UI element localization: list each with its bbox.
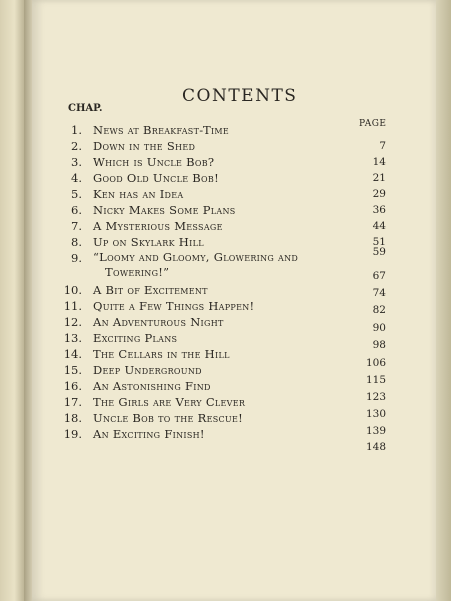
chapter-title: Nicky Makes Some Plans [93, 203, 236, 217]
chapter-number: 11. [63, 299, 82, 313]
chapter-title: The Cellars in the Hill [93, 347, 230, 361]
chapter-number: 13. [63, 331, 82, 345]
page-number: 98 [372, 339, 386, 351]
toc-entry [0, 138, 451, 154]
page-number: 29 [372, 188, 386, 200]
page-number: 115 [365, 374, 386, 386]
chapter-number: 16. [63, 379, 82, 393]
toc-entry [0, 154, 451, 170]
chapter-number: 3. [71, 155, 82, 169]
page-number: 123 [365, 391, 386, 403]
chapter-number: 14. [63, 347, 82, 361]
chapter-number: 2. [71, 139, 82, 153]
toc-entry-trailing-page [0, 426, 451, 453]
chapter-title: Up on Skylark Hill [93, 235, 204, 249]
chapter-title: Ken has an Idea [93, 187, 184, 201]
page-title: CONTENTS [182, 86, 298, 106]
chapter-title: A Mysterious Message [93, 219, 223, 233]
page-number: 51 [372, 236, 386, 248]
chapter-number: 9. [71, 251, 82, 265]
chapter-title: Good Old Uncle Bob! [93, 171, 220, 185]
page-number: 36 [372, 204, 386, 216]
page-column-header: PAGE [359, 119, 387, 129]
chapter-number: 8. [71, 235, 82, 249]
chapter-title [93, 250, 298, 280]
chapter-number: 7. [71, 219, 82, 233]
chapter-number: 19. [63, 427, 82, 441]
toc-entry [0, 186, 451, 202]
page-number: 14 [372, 156, 386, 168]
chapter-title: A Bit of Excitement [93, 283, 208, 297]
chapter-title: News at Breakfast-Time [93, 123, 230, 137]
chapter-number: 18. [63, 411, 82, 425]
chapter-title: Down in the Shed [93, 139, 196, 153]
chapter-title: Exciting Plans [93, 331, 178, 345]
page-number: 44 [372, 220, 386, 232]
toc-entry [0, 170, 451, 186]
page-number: 106 [365, 357, 386, 369]
chapter-title-continuation: Towering!” [105, 265, 170, 279]
page-number: 148 [365, 441, 386, 453]
chapter-number: 17. [63, 395, 82, 409]
page-number: 139 [365, 425, 386, 437]
toc-entry [0, 122, 451, 138]
page-number: 90 [372, 322, 386, 334]
chapter-number: 5. [71, 187, 82, 201]
page-number: 59 [372, 246, 386, 258]
chapter-title: Which is Uncle Bob? [93, 155, 215, 169]
chapter-title-line: “Loomy and Gloomy, Glowering and [93, 250, 299, 264]
chapter-title: Quite a Few Things Happen! [93, 299, 255, 313]
chapter-number: 12. [63, 315, 82, 329]
chapter-title: The Girls are Very Clever [93, 395, 246, 409]
chapter-number: 6. [71, 203, 82, 217]
chapter-number: 10. [63, 283, 82, 297]
toc-entry [0, 202, 451, 218]
page-number: 7 [379, 140, 386, 152]
chapter-title: An Exciting Finish! [93, 427, 205, 441]
chap-column-header: CHAP. [68, 103, 103, 114]
chapter-number: 15. [63, 363, 82, 377]
chapter-number: 1. [71, 123, 82, 137]
chapter-title: Deep Underground [93, 363, 202, 377]
chapter-title: An Adventurous Night [93, 315, 224, 329]
chapter-number: 4. [71, 171, 82, 185]
page-number: 74 [372, 287, 386, 299]
page-number: 21 [372, 172, 386, 184]
page-number: 67 [372, 270, 386, 282]
chapter-title: An Astonishing Find [93, 379, 211, 393]
page-number: 130 [365, 408, 386, 420]
chapter-title: Uncle Bob to the Rescue! [93, 411, 244, 425]
toc-entry [0, 218, 451, 234]
page-number: 82 [372, 304, 386, 316]
